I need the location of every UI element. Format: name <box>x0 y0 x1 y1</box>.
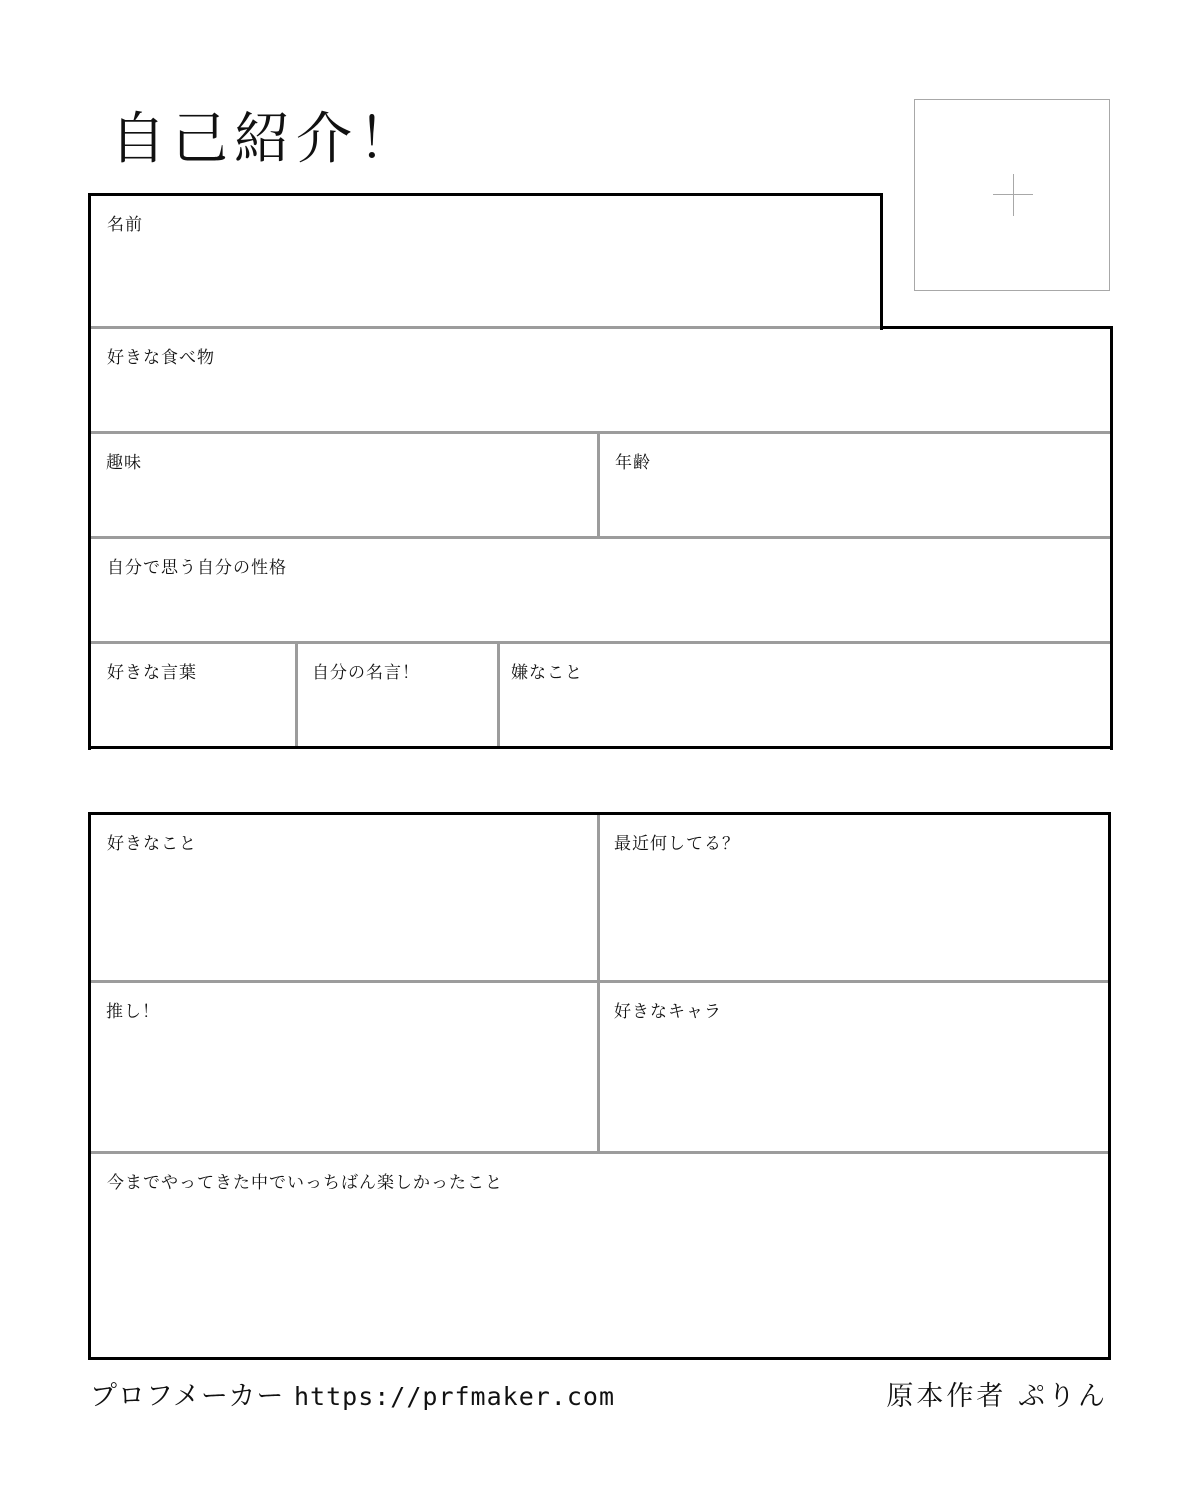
field-age-label: 年齢 <box>615 453 651 473</box>
footer-maker <box>90 1374 615 1413</box>
field-name-label: 名前 <box>107 215 143 235</box>
field-hobby-label: 趣味 <box>106 453 142 473</box>
field-my-quote[interactable] <box>298 644 497 746</box>
field-dislikes[interactable] <box>500 644 1110 746</box>
field-hobby[interactable] <box>91 434 597 536</box>
field-favorite-food-label: 好きな食べ物 <box>107 348 215 368</box>
field-dislikes-label: 嫌なこと <box>511 663 583 683</box>
field-favorite-character-label: 好きなキャラ <box>614 1002 722 1022</box>
field-name[interactable] <box>91 196 880 326</box>
footer-author: 原本作者 ぷりん <box>886 1381 1108 1412</box>
field-likes[interactable] <box>91 815 597 980</box>
footer-maker-label: プロフメーカー <box>90 1381 285 1412</box>
field-favorite-words[interactable] <box>91 644 295 746</box>
photo-upload-box[interactable] <box>914 99 1110 291</box>
footer-maker-url[interactable]: https://prfmaker.com <box>293 1382 616 1411</box>
field-oshi[interactable] <box>91 983 597 1151</box>
field-favorite-character[interactable] <box>600 983 1108 1151</box>
page-title: 自己紹介！ <box>110 107 420 172</box>
field-recently[interactable] <box>600 815 1108 980</box>
field-likes-label: 好きなこと <box>107 834 197 854</box>
field-age[interactable] <box>600 434 1110 536</box>
field-favorite-food[interactable] <box>91 329 1110 431</box>
field-favorite-words-label: 好きな言葉 <box>107 663 197 683</box>
field-my-quote-label: 自分の名言！ <box>312 663 420 683</box>
field-oshi-label: 推し！ <box>106 1002 160 1022</box>
field-most-fun[interactable] <box>91 1154 1108 1357</box>
field-recently-label: 最近何してる？ <box>614 834 740 854</box>
field-personality-label: 自分で思う自分の性格 <box>107 558 287 578</box>
field-most-fun-label: 今までやってきた中でいっちばん楽しかったこと <box>107 1173 503 1193</box>
field-personality[interactable] <box>91 539 1110 641</box>
